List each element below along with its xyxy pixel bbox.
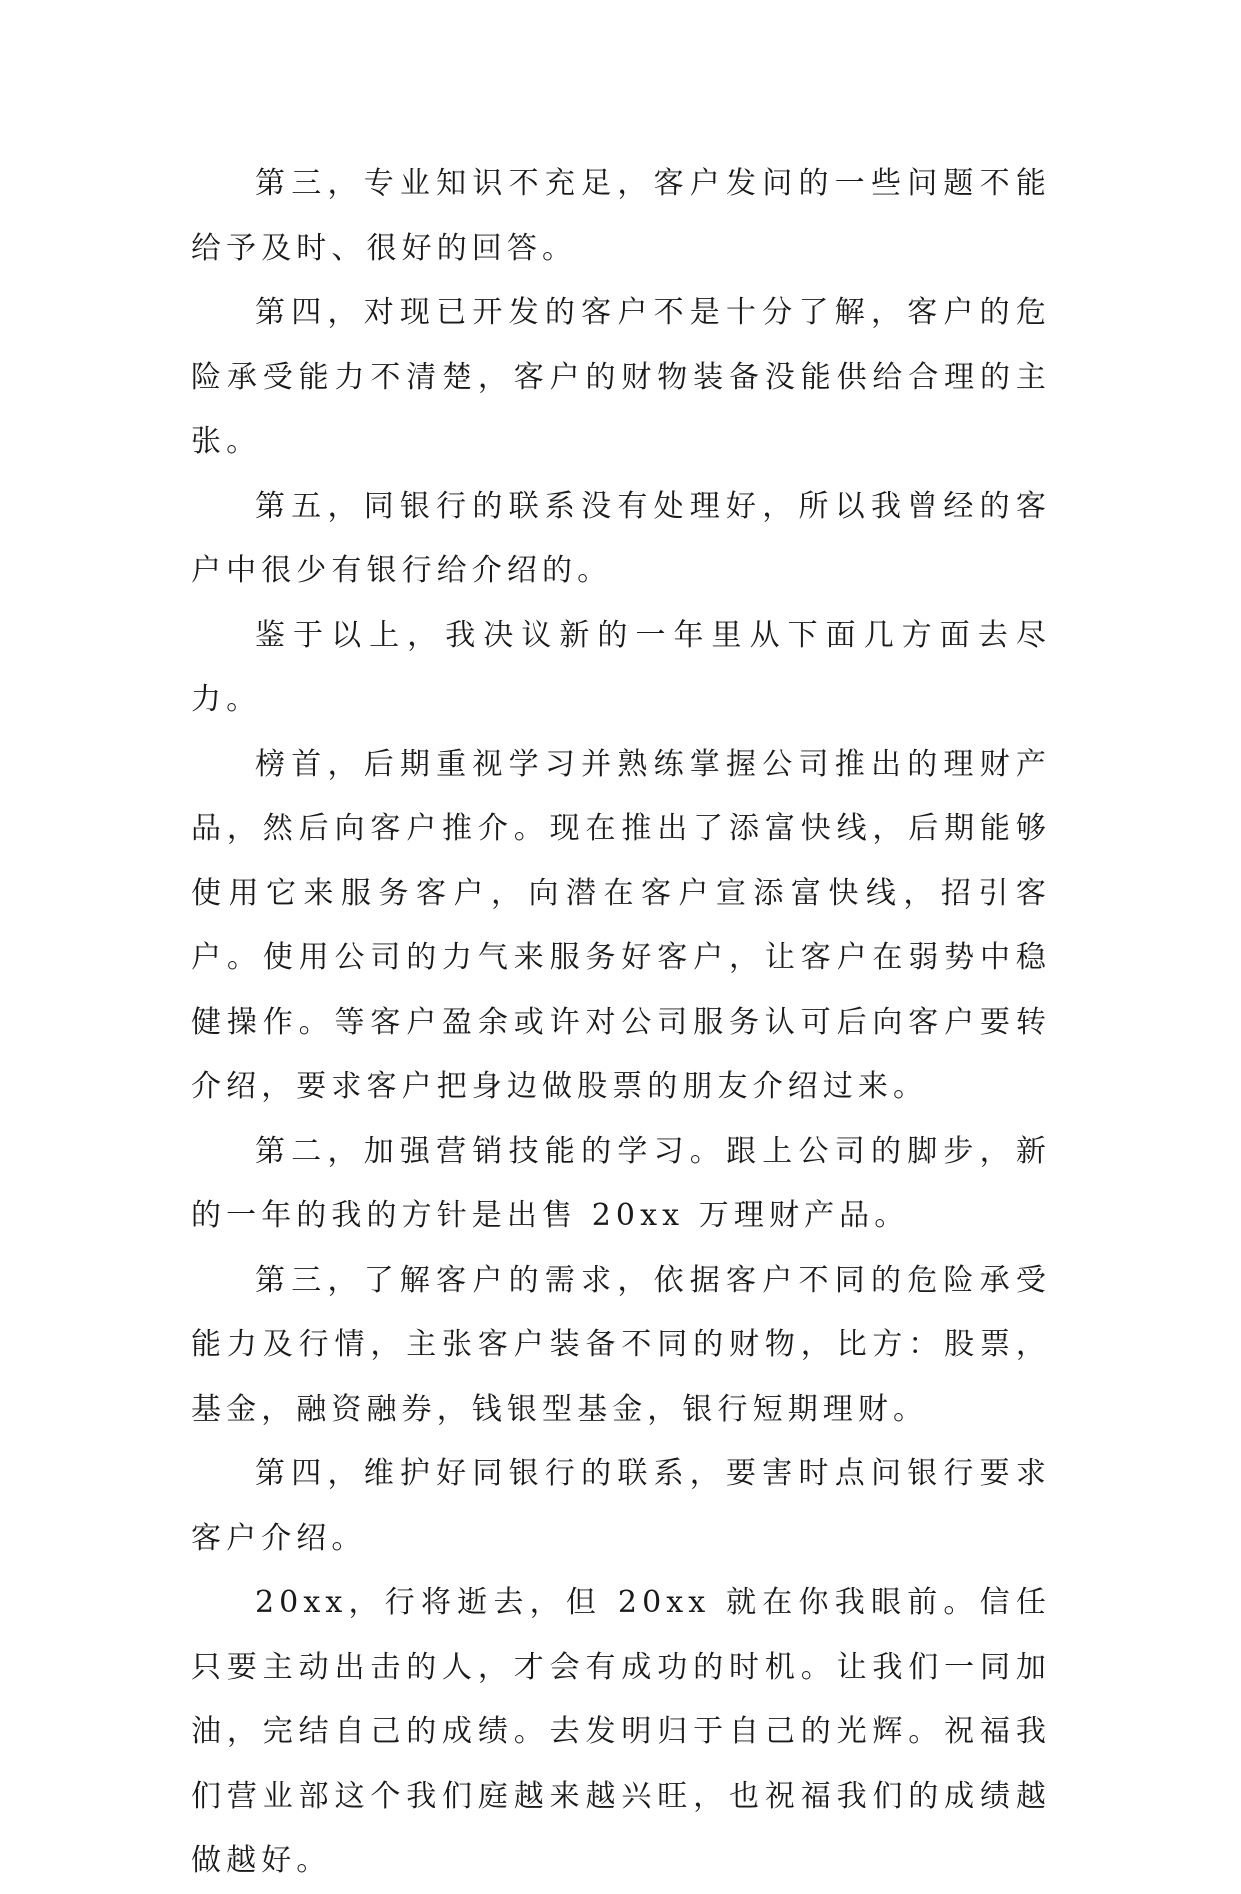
paragraph-4: 鉴于以上，我决议新的一年里从下面几方面去尽力。	[191, 617, 1051, 717]
document-body	[191, 152, 1051, 1894]
paragraph-2: 第四，对现已开发的客户不是十分了解，客户的危险承受能力不清楚，客户的财物装备没能供给合理的主张。	[191, 295, 1051, 459]
paragraph-1: 第三，专业知识不充足，客户发问的一些问题不能给予及时、很好的回答。	[191, 166, 1051, 266]
paragraph-3: 第五，同银行的联系没有处理好，所以我曾经的客户中很少有银行给介绍的。	[191, 488, 1051, 588]
paragraph-5: 榜首，后期重视学习并熟练掌握公司推出的理财产品，然后向客户推介。现在推出了添富快线，后期能够使用它来服务客户，向潜在客户宣添富快线，招引客户。使用公司的力气来服务好客户，让客户在弱势中稳健操作。等客户盈余或许对公司服务认可后向客户要转介绍，要求客户把身边做股票的朋友介绍过来。	[191, 746, 1051, 1104]
paragraph-7: 第三，了解客户的需求，依据客户不同的危险承受能力及行情，主张客户装备不同的财物，比方：股票，基金，融资融券，钱银型基金，银行短期理财。	[191, 1262, 1051, 1427]
paragraph-8: 第四，维护好同银行的联系，要害时点问银行要求客户介绍。	[191, 1456, 1051, 1556]
paragraph-9: 20xx，行将逝去，但 20xx 就在你我眼前。信任只要主动出击的人，才会有成功的时机。让我们一同加油，完结自己的成绩。去发明归于自己的光辉。祝福我们营业部这个我们庭越来越兴旺，也祝福我们的成绩越做越好。	[191, 1585, 1051, 1878]
paragraph-6: 第二，加强营销技能的学习。跟上公司的脚步，新的一年的我的方针是出售 20xx 万理财产品。	[191, 1133, 1051, 1233]
